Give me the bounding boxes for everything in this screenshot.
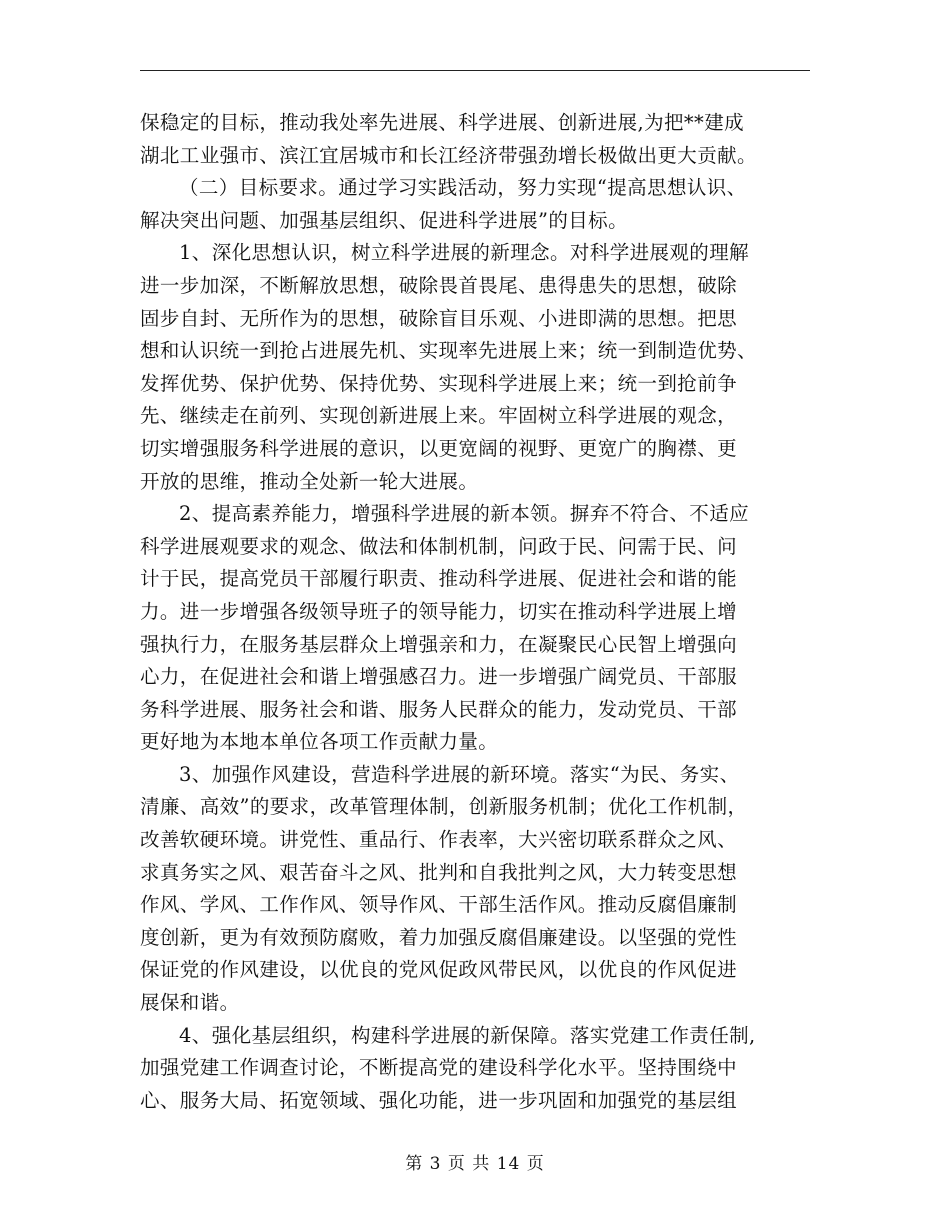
text-line: 求真务实之风、艰苦奋斗之风、批判和自我批判之风，大力转变思想 [140, 860, 738, 884]
text-line: 清廉、高效”的要求，改革管理体制，创新服务机制；优化工作机制， [140, 795, 748, 819]
text-line: 加强党建工作调查讨论，不断提高党的建设科学化水平。坚持围绕中 [140, 1056, 738, 1080]
text-line: 进一步加深，不断解放思想，破除畏首畏尾、患得患失的思想，破除 [140, 273, 738, 297]
text-line: 发挥优势、保护优势、保持优势、实现科学进展上来；统一到抢前争 [140, 371, 738, 395]
document-body [140, 107, 816, 1117]
text-line: 4、强化基层组织，构建科学进展的新保障。落实党建工作责任制, [179, 1023, 756, 1047]
text-line: 作风、学风、工作作风、领导作风、干部生活作风。推动反腐倡廉制 [140, 893, 738, 917]
text-line: 力。进一步增强各级领导班子的领导能力，切实在推动科学进展上增 [140, 599, 738, 623]
text-line: 固步自封、无所作为的思想，破除盲目乐观、小进即满的思想。把思 [140, 306, 738, 330]
text-line: 开放的思维，推动全处新一轮大进展。 [140, 469, 479, 493]
text-line: （二）目标要求。通过学习实践活动，努力实现“提高思想认识、 [179, 176, 747, 200]
text-line: 2、提高素养能力，增强科学进展的新本领。摒弃不符合、不适应 [179, 502, 750, 526]
text-line: 度创新，更为有效预防腐败，着力加强反腐倡廉建设。以坚强的党性 [140, 925, 738, 949]
text-line: 3、加强作风建设，营造科学进展的新环境。落实“为民、务实、 [179, 762, 740, 786]
text-line: 解决突出问题、加强基层组织、促进科学进展”的目标。 [140, 208, 628, 232]
text-line: 改善软硬环境。讲党性、重品行、作表率，大兴密切联系群众之风、 [140, 828, 738, 852]
text-line: 务科学进展、服务社会和谐、服务人民群众的能力，发动党员、干部 [140, 697, 738, 721]
text-line: 切实增强服务科学进展的意识，以更宽阔的视野、更宽广的胸襟、更 [140, 436, 738, 460]
text-line: 科学进展观要求的观念、做法和体制机制，问政于民、问需于民、问 [140, 534, 738, 558]
header-rule [140, 70, 810, 71]
text-line: 保稳定的目标，推动我处率先进展、科学进展、创新进展,为把**建成 [140, 111, 744, 134]
page-number: 第 3 页 共 14 页 [405, 1154, 545, 1174]
text-line: 湖北工业强市、滨江宜居城市和长江经济带强劲增长极做出更大贡献。 [140, 143, 757, 167]
text-line: 心力，在促进社会和谐上增强感召力。进一步增强广阔党员、干部服 [140, 665, 738, 689]
text-line: 想和认识统一到抢占进展先机、实现率先进展上来；统一到制造优势、 [140, 339, 757, 363]
text-line: 强执行力，在服务基层群众上增强亲和力，在凝聚民心民智上增强向 [140, 632, 738, 656]
text-line: 更好地为本地本单位各项工作贡献力量。 [140, 730, 499, 754]
text-line: 心、服务大局、拓宽领域、强化功能，进一步巩固和加强党的基层组 [140, 1088, 738, 1112]
text-line: 先、继续走在前列、实现创新进展上来。牢固树立科学进展的观念， [140, 404, 738, 428]
text-line: 1、深化思想认识，树立科学进展的新理念。对科学进展观的理解 [179, 241, 750, 265]
text-line: 展保和谐。 [140, 991, 240, 1015]
text-line: 保证党的作风建设，以优良的党风促政风带民风，以优良的作风促进 [140, 958, 738, 982]
text-line: 计于民，提高党员干部履行职责、推动科学进展、促进社会和谐的能 [140, 567, 738, 591]
